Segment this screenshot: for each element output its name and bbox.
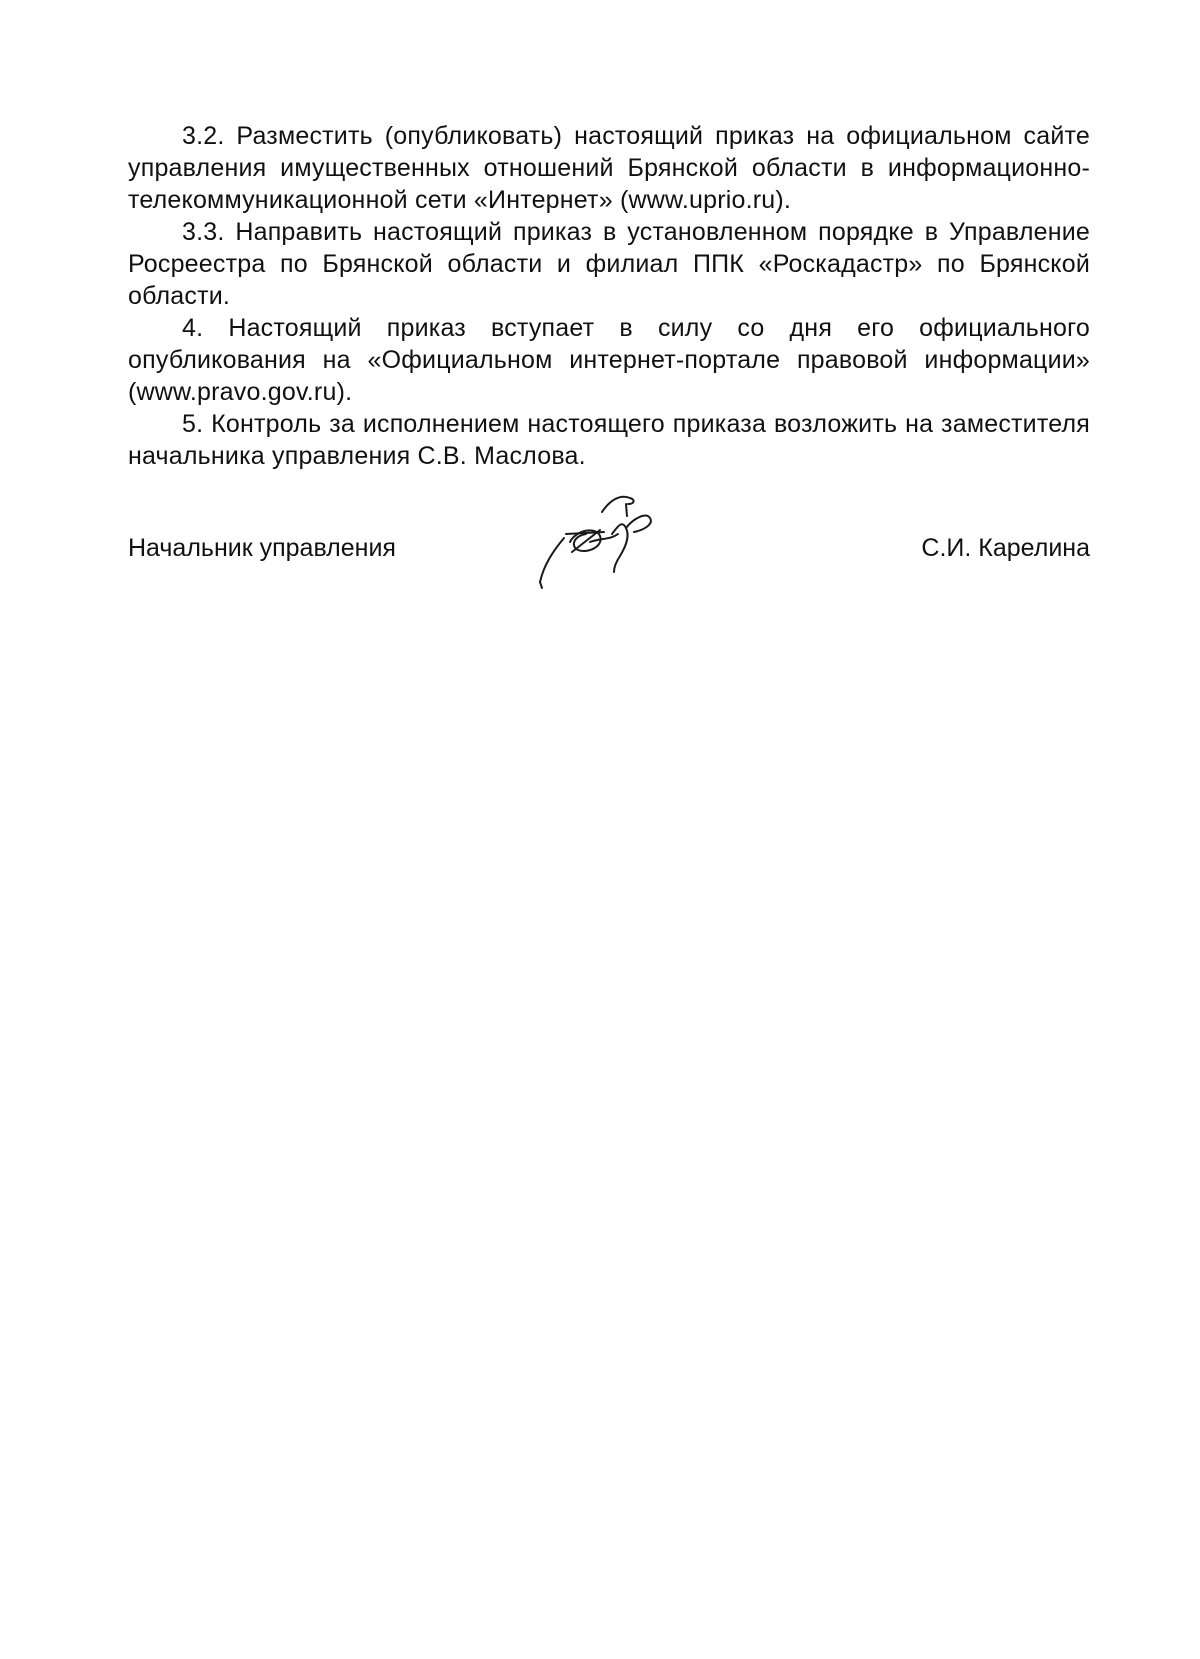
handwritten-signature-icon	[530, 490, 690, 600]
paragraph-5: 5. Контроль за исполнением настоящего приказа возложить на заместителя начальника управления С.В. Маслова.	[128, 410, 1090, 470]
signatory-position: Начальник управления	[128, 534, 396, 562]
document-body	[128, 120, 1090, 472]
paragraph-4: 4. Настоящий приказ вступает в силу со дня его официального опубликования на «Официальном интернет-портале правовой информации» (www.pravo.gov.ru).	[128, 314, 1090, 406]
paragraph-3-2: 3.2. Разместить (опубликовать) настоящий приказ на официальном сайте управления имущественных отношений Брянской области в информационно-телекоммуникационной сети «Интернет» (www.uprio.ru).	[128, 122, 1090, 214]
paragraph-3-3: 3.3. Направить настоящий приказ в установленном порядке в Управление Росреестра по Брянской области и филиал ППК «Роскадастр» по Брянской области.	[128, 218, 1090, 310]
signatory-name: С.И. Карелина	[921, 534, 1090, 562]
